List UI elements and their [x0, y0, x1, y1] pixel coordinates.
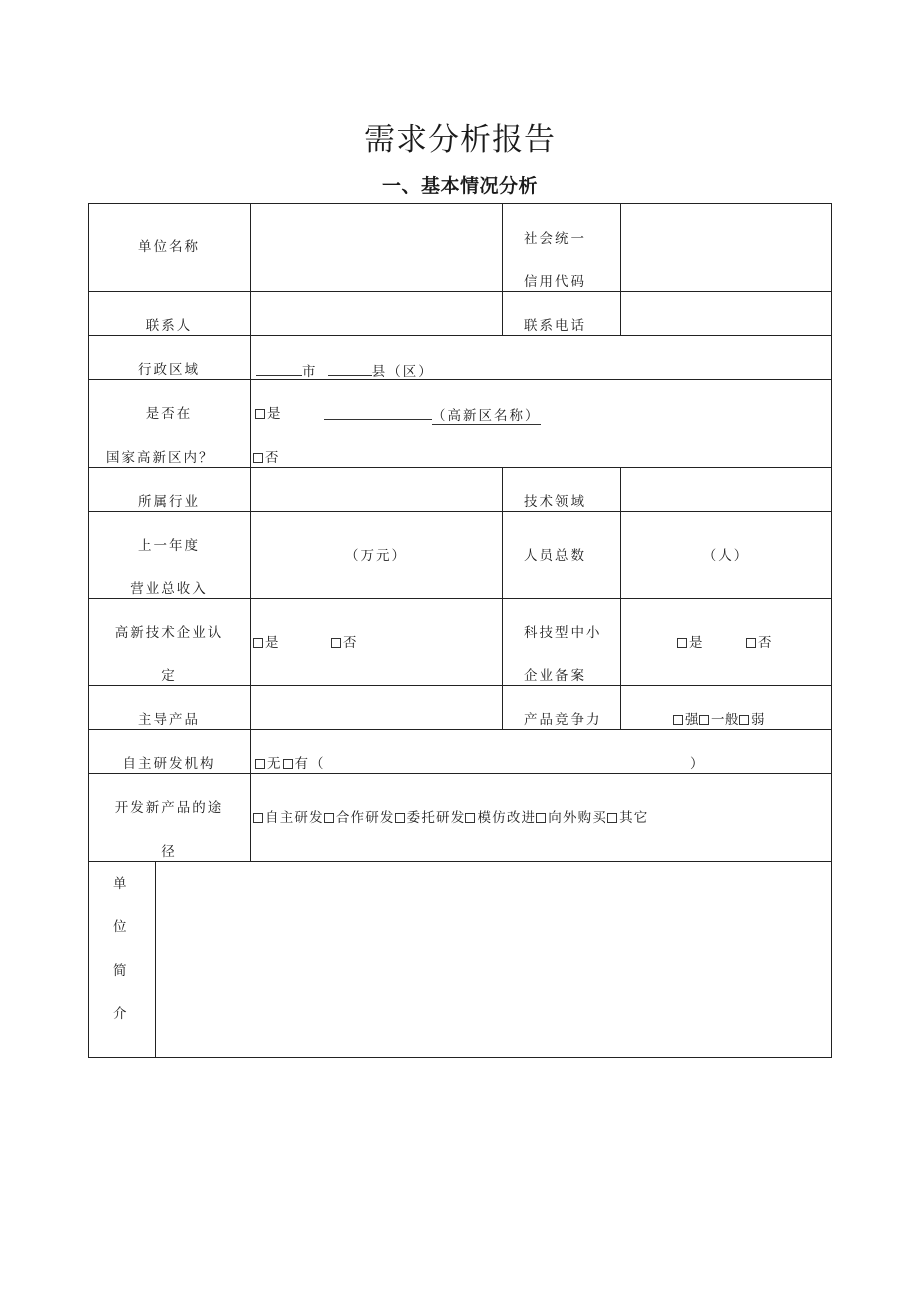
checkbox-icon[interactable]: [699, 715, 709, 725]
checkbox-icon[interactable]: [283, 759, 293, 769]
intro-field[interactable]: [160, 868, 825, 1048]
row-divider: [88, 598, 832, 599]
col-divider: [502, 203, 503, 335]
intro-label-char1: 单: [113, 876, 129, 892]
row-divider: [88, 511, 832, 512]
basic-info-table: [88, 203, 832, 1057]
hitech-cert-label-line2: 定: [161, 668, 177, 684]
checkbox-icon[interactable]: [255, 759, 265, 769]
col-divider: [620, 467, 621, 729]
hitech-cert-no-option[interactable]: 否: [331, 635, 359, 651]
county-suffix: 县（区）: [371, 364, 434, 380]
row-divider: [88, 291, 832, 292]
page-title: 需求分析报告: [364, 122, 556, 158]
phone-field[interactable]: [624, 313, 824, 329]
row-divider: [88, 685, 832, 686]
sme-filing-label-line2: 企业备案: [524, 668, 586, 684]
row-divider: [88, 335, 832, 336]
intro-label-char3: 简: [113, 963, 129, 979]
zone-name-hint: （高新区名称）: [432, 408, 541, 424]
hitech-cert-label-line1: 高新技术企业认: [114, 625, 224, 641]
contact-label: 联系人: [145, 318, 193, 334]
city-suffix: 市: [302, 364, 318, 380]
checkbox-icon[interactable]: [739, 715, 749, 725]
hitech-cert-yes-option[interactable]: 是: [253, 635, 281, 651]
phone-label: 联系电话: [524, 318, 586, 334]
checkbox-icon[interactable]: [465, 813, 475, 823]
col-divider: [620, 203, 621, 335]
credit-code-label-line2: 信用代码: [524, 274, 586, 290]
hitech-zone-label-line2: 国家高新区内？: [106, 450, 215, 466]
row-divider: [88, 379, 832, 380]
contact-field[interactable]: [253, 313, 498, 329]
unit-name-field[interactable]: [253, 239, 498, 255]
row-divider: [88, 773, 832, 774]
row-divider: [88, 467, 832, 468]
checkbox-icon[interactable]: [324, 813, 334, 823]
table-border-right: [831, 203, 832, 1057]
checkbox-icon[interactable]: [253, 638, 263, 648]
col-divider: [502, 467, 503, 729]
industry-field[interactable]: [253, 489, 498, 505]
city-blank[interactable]: [256, 362, 302, 376]
rd-org-options[interactable]: 无 有（: [255, 756, 326, 772]
table-border-top: [88, 203, 832, 204]
checkbox-icon[interactable]: [255, 409, 265, 419]
credit-code-field[interactable]: [624, 239, 824, 255]
checkbox-icon[interactable]: [253, 453, 263, 463]
industry-label: 所属行业: [138, 494, 200, 510]
checkbox-icon[interactable]: [673, 715, 683, 725]
checkbox-icon[interactable]: [253, 813, 263, 823]
table-border-bottom: [88, 1057, 832, 1058]
competitiveness-options[interactable]: 强 一般 弱: [673, 712, 765, 728]
unit-name-label: 单位名称: [138, 239, 200, 255]
intro-label-char4: 介: [113, 1006, 129, 1022]
rd-org-label: 自主研发机构: [122, 756, 216, 772]
row-divider: [88, 729, 832, 730]
region-field[interactable]: [256, 362, 434, 380]
row-divider: [88, 861, 832, 862]
checkbox-icon[interactable]: [536, 813, 546, 823]
rd-org-close-paren: ）: [690, 756, 706, 772]
revenue-label-line2: 营业总收入: [130, 581, 208, 597]
hitech-zone-label-line1: 是否在: [145, 406, 193, 422]
revenue-field[interactable]: （万元）: [345, 548, 407, 564]
main-product-field[interactable]: [253, 707, 498, 723]
sme-filing-label-line1: 科技型中小: [524, 625, 602, 641]
tech-field-field[interactable]: [624, 489, 824, 505]
section-heading: 一、基本情况分析: [381, 175, 538, 197]
checkbox-icon[interactable]: [677, 638, 687, 648]
new-product-label-line2: 径: [161, 844, 177, 860]
checkbox-icon[interactable]: [395, 813, 405, 823]
sme-filing-no-option[interactable]: 否: [746, 635, 774, 651]
checkbox-icon[interactable]: [331, 638, 341, 648]
checkbox-icon[interactable]: [607, 813, 617, 823]
intro-label-char2: 位: [113, 919, 129, 935]
hitech-zone-no-option[interactable]: 否: [253, 450, 281, 466]
credit-code-label-line1: 社会统一: [524, 231, 586, 247]
main-product-label: 主导产品: [138, 712, 200, 728]
col-divider: [155, 861, 156, 1057]
tech-field-label: 技术领域: [524, 494, 586, 510]
revenue-label-line1: 上一年度: [138, 538, 200, 554]
region-label: 行政区域: [138, 362, 200, 378]
zone-name-blank[interactable]: [324, 406, 432, 420]
county-blank[interactable]: [328, 362, 372, 376]
new-product-label-line1: 开发新产品的途: [114, 800, 224, 816]
sme-filing-yes-option[interactable]: 是: [677, 635, 705, 651]
hitech-zone-yes-option[interactable]: 是: [255, 406, 283, 422]
new-product-options[interactable]: 自主研发 合作研发 委托研发 模仿改进 向外购买 其它: [253, 810, 648, 826]
zone-name-field[interactable]: [324, 406, 541, 425]
staff-label: 人员总数: [524, 548, 586, 564]
checkbox-icon[interactable]: [746, 638, 756, 648]
staff-field[interactable]: （人）: [702, 548, 750, 564]
col-divider: [250, 203, 251, 861]
competitiveness-label: 产品竞争力: [524, 712, 602, 728]
